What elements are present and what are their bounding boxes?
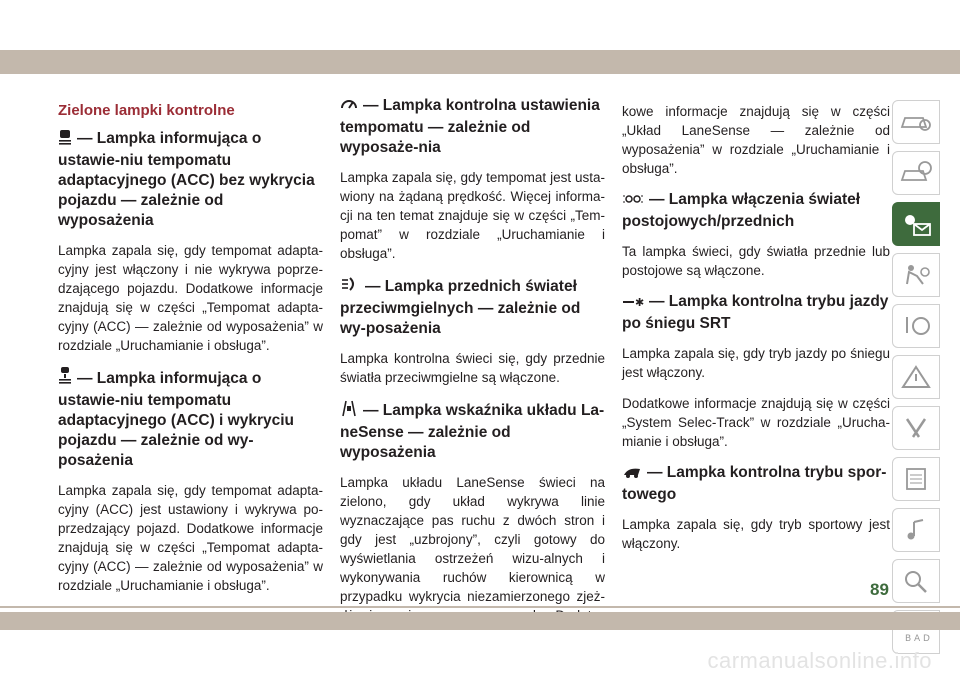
heading-snow-mode (622, 292, 890, 334)
tab-emergency[interactable] (892, 355, 940, 399)
para-sport-mode: Lampka zapala się, gdy tryb sportowy jest włączony. (622, 517, 890, 551)
acc-no-vehicle-icon (58, 129, 72, 151)
bottom-band (0, 612, 960, 630)
emergency-triangle-icon (899, 364, 933, 390)
heading-cruise-set-text: — Lampka kontrolna ustawienia tempomatu — zależnie od wyposaże-nia (340, 97, 600, 156)
heading-acc-no-vehicle-text: — Lampka informująca o ustawie-niu tempomatu adaptacyjnego (ACC) bez wykrycia pojazdu — zależnie od wyposażenia (58, 130, 315, 229)
top-header-bar (0, 0, 960, 74)
watermark: carmanualsonline.info (707, 648, 932, 673)
heading-front-fog (340, 275, 605, 339)
para-acc-vehicle: Lampka zapala się, gdy tempomat adapta-cyjny (ACC) jest ustawiony i wykrywa po-przedzający pojazd. Dodatkowe informacje znajdują się w części „Tempomat adapta-cyjny (ACC) — zależnie od wyposażenia” w rozdziale „Uruchamianie i obsługa”. (58, 483, 323, 593)
heading-sport-mode-text: — Lampka kontrolna trybu spor-towego (622, 464, 887, 503)
para-parking-lights: Ta lampka świeci, gdy światła przednie lub postojowe są włączone. (622, 244, 890, 278)
heading-acc-vehicle (58, 367, 323, 471)
svg-text:B A D: B A D (905, 634, 930, 644)
tab-multimedia[interactable] (892, 508, 940, 552)
para-cruise-set: Lampka zapala się, gdy tempomat jest usta-wiony na żądaną prędkość. Więcej informa-cji na ten temat znajduje się w części „Tem-pomat” w rozdziale „Uruchamianie i obsługa”. (340, 170, 605, 261)
acc-vehicle-icon (58, 367, 72, 391)
heading-front-fog-text: — Lampka przednich świateł przeciwmgielnych — zależnie od wy-posażenia (340, 278, 581, 337)
para-acc-no-vehicle: Lampka zapala się, gdy tempomat adapta-cyjny jest włączony i nie wykrywa poprze-dzającego pojazdu. Dodatkowe informacje znajdują się w części „Tempomat adapta-cyjny (ACC) — zależnie od wyposażenia” w rozdziale „Uruchamianie i obsługa”. (58, 243, 323, 353)
multimedia-note-icon (899, 517, 933, 543)
tab-servicing[interactable] (892, 406, 940, 450)
heading-sport-mode (622, 463, 890, 505)
tab-index-search[interactable] (892, 559, 940, 603)
tab-warning-lights[interactable] (892, 202, 940, 246)
top-band (0, 50, 960, 74)
para-snow-mode-1: Lampka zapala się, gdy tryb jazdy po śniegu jest włączony. (622, 346, 890, 380)
lanesense-icon (340, 399, 358, 423)
parking-lights-icon (622, 192, 644, 212)
magnifier-icon (899, 568, 933, 594)
heading-lanesense (340, 399, 605, 463)
column-2 (340, 96, 605, 637)
para-snow-mode-2: Dodatkowe informacje znajdują się w części „System Selec-Track” w rozdziale „Urucha-mianie i obsługa”. (622, 396, 890, 449)
page-number: 89 (870, 580, 889, 599)
heading-parking-lights (622, 190, 890, 232)
car-search-icon (899, 109, 933, 135)
para-lanesense: Lampka układu LaneSense świeci na zielono, gdy układ wykrywa linie wyznaczające pas ruchu z dwóch stron i gdy jest „uzbrojony”, czyli gotowy do wyświetlania ostrzeżeń wizu-alnych i wykonywania ruchów kierownicą w przypadku wykrycia niezamierzonego zjeż- (340, 475, 605, 604)
tab-technical-specs[interactable] (892, 457, 940, 501)
snow-mode-icon (622, 294, 644, 314)
car-warning-icon (899, 160, 933, 186)
sport-mode-icon (622, 465, 642, 485)
tab-warning-vehicle[interactable] (892, 151, 940, 195)
front-fog-icon (340, 275, 360, 299)
tab-safety[interactable] (892, 253, 940, 297)
svg-text:✱: ✱ (635, 296, 644, 308)
column-3 (622, 96, 890, 565)
bottom-rule (0, 606, 960, 608)
column-1 (58, 96, 323, 607)
heading-parking-lights-text: — Lampka włączenia świateł postojowych/przednich (622, 191, 861, 230)
tab-vehicle-info[interactable] (892, 100, 940, 144)
tools-icon (899, 415, 933, 441)
key-steering-icon (899, 313, 933, 339)
specs-list-icon (899, 466, 933, 492)
para-front-fog: Lampka kontrolna świeci się, gdy przednie światła przeciwmgielne są włączone. (340, 351, 605, 385)
para-lanesense-cont: kowe informacje znajdują się w części „Układ LaneSense — zależnie od wyposażenia” w rozdziale „Uruchamianie i obsługa”. (622, 104, 890, 176)
warning-lights-envelope-icon (898, 210, 934, 238)
cruise-speedometer-icon (340, 96, 358, 118)
heading-snow-mode-text: — Lampka kontrolna trybu jazdy po śniegu SRT (622, 293, 889, 332)
heading-lanesense-text: — Lampka wskaźnika układu La-neSense — zależnie od wyposażenia (340, 402, 605, 461)
heading-cruise-set (340, 96, 605, 158)
tab-starting-driving[interactable] (892, 304, 940, 348)
heading-acc-no-vehicle (58, 129, 323, 231)
chapter-tabs (892, 100, 942, 661)
heading-acc-vehicle-text: — Lampka informująca o ustawie-niu tempomatu adaptacyjnego (ACC) i wykryciu pojazdu — zależnie od wy-posażenia (58, 370, 295, 469)
seat-airbag-icon (899, 262, 933, 288)
section-title: Zielone lampki kontrolne (58, 102, 235, 119)
